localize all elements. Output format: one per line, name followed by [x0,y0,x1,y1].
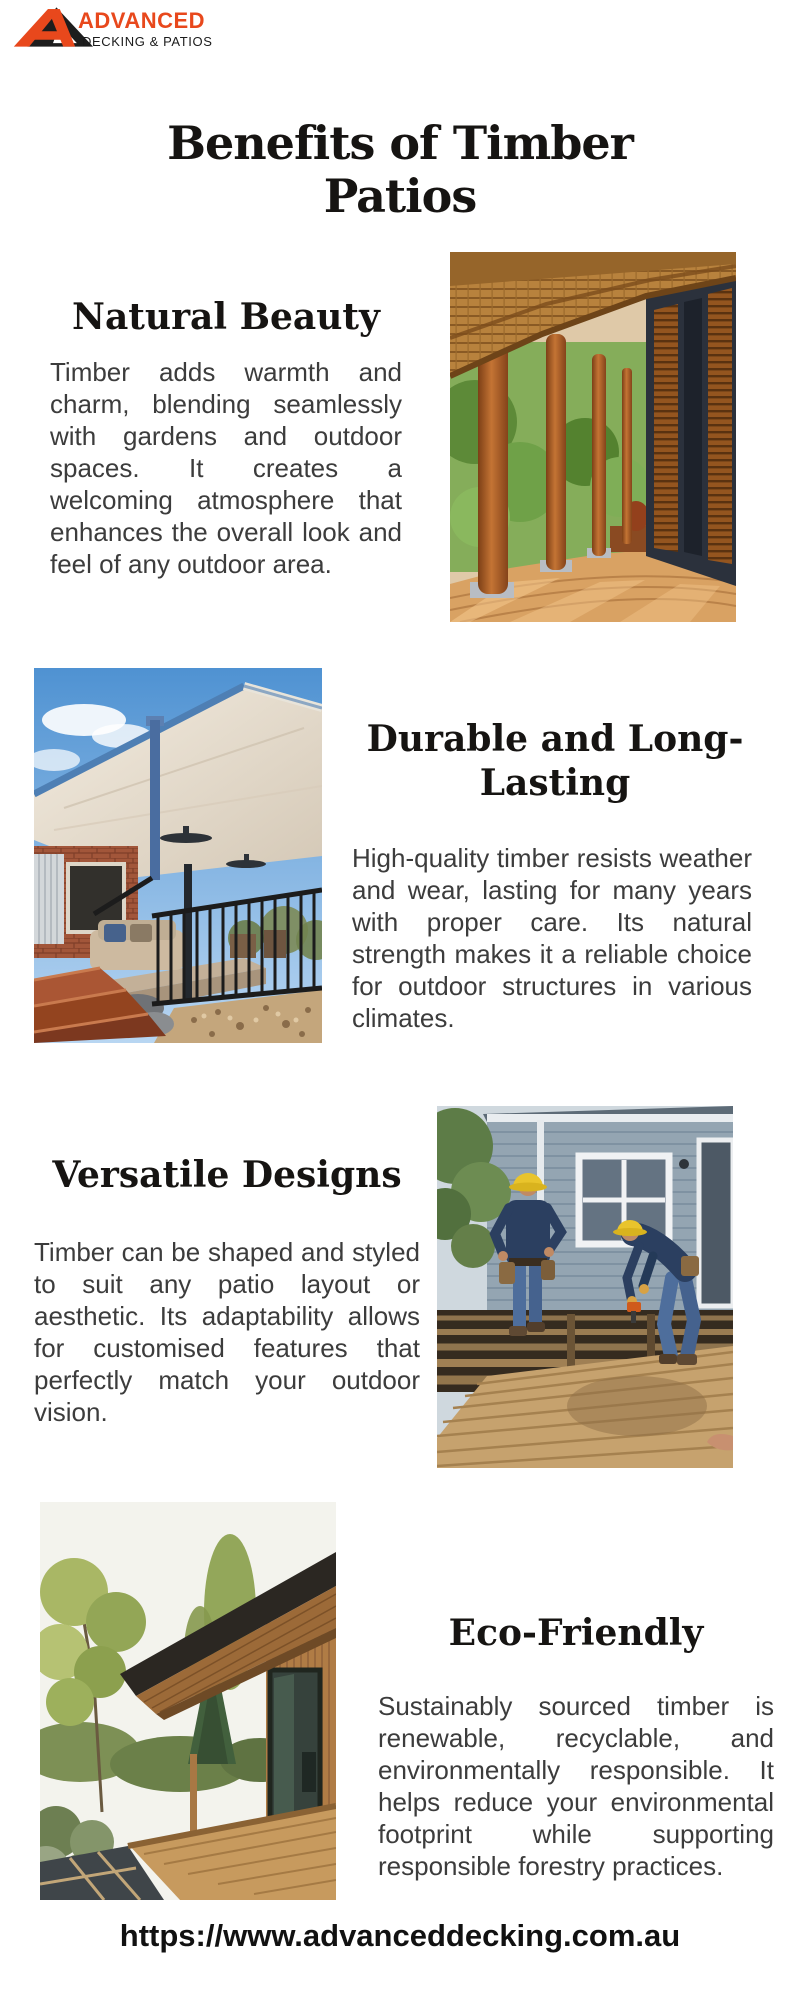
workers-building-deck-photo [437,1106,733,1468]
covered-timber-veranda-photo [450,252,736,622]
page-title: Benefits of Timber Patios [167,115,633,223]
modern-timber-house-deck-photo [40,1502,336,1900]
website-url[interactable]: https://www.advanceddecking.com.au [119,1918,681,1953]
section-heading-natural-beauty: Natural Beauty [72,295,380,338]
section-heading-eco-friendly: Eco-Friendly [448,1611,704,1654]
section-body-versatile: Timber can be shaped and styled to suit any patio layout or aesthetic. Its adaptability allows for customised features that perfectly match your outdoor vision. [34,1237,420,1427]
section-body-natural-beauty: Timber adds warmth and charm, blending seamlessly with gardens and outdoor spaces. It creates a welcoming atmosphere that enhances the overall look and feel of any outdoor area. [50,357,402,579]
section-heading-versatile: Versatile Designs [52,1153,402,1196]
section-body-eco-friendly: Sustainably sourced timber is renewable, recyclable, and environmentally responsible. It helps reduce your environmental footprint while supporting responsible forestry practices. [378,1691,774,1881]
brand-name: ADVANCED [78,8,206,33]
insulated-patio-roof-photo [34,668,322,1043]
section-heading-durable: Durable and Long-Lasting [366,717,744,804]
section-body-durable: High-quality timber resists weather and wear, lasting for many years with proper care. Its natural strength makes it a reliable choice for outdoor structures in various climates. [352,843,752,1033]
brand-tagline: DECKING & PATIOS [82,34,213,49]
